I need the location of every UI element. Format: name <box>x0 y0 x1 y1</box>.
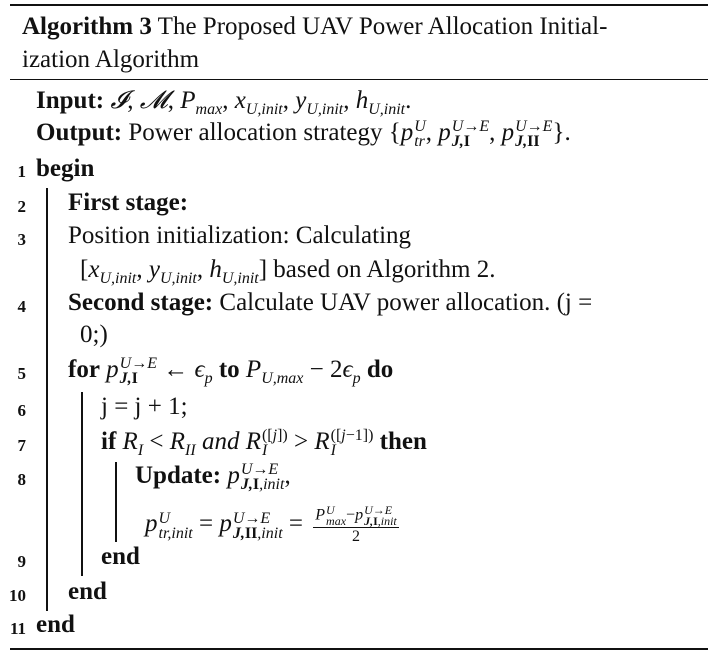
end-if-keyword: end <box>101 543 140 570</box>
line-number: 7 <box>17 436 26 455</box>
fraction: P U max −p U→E J,I,init 2 <box>315 503 397 545</box>
second-stage-label: Second stage: <box>68 289 214 316</box>
second-stage-line <box>68 288 592 318</box>
second-stage-text: Calculate UAV power allocation. (j = <box>219 289 593 316</box>
for-block-bar <box>81 392 83 576</box>
and-text: and <box>201 428 240 455</box>
line-number: 2 <box>17 197 26 216</box>
position-init-text: Position initialization: Calculating <box>68 222 412 249</box>
line-number: 5 <box>17 364 26 383</box>
algorithm-label: Algorithm 3 <box>22 13 152 40</box>
position-init-continued: [$x_{U,init}$, $y_{U,init}$, $h_{U,init}$] based on Algorithm 2. <box>80 256 496 287</box>
if-keyword: if <box>101 428 117 455</box>
update-equation: p U tr,init = p U→E J,II,init = P U max −p U→E J,I,init 2 <box>145 503 397 545</box>
end-for-keyword: end <box>68 578 107 605</box>
line-number: 4 <box>17 297 26 316</box>
bottom-rule <box>10 648 708 650</box>
to-keyword: to <box>218 356 240 383</box>
line-number: 3 <box>17 230 26 249</box>
top-rule <box>10 4 708 6</box>
input-label: Input: <box>36 87 105 114</box>
for-line: for p U→E J,I ← $\epsilon_p$ to $P_{U,max} - 2\epsilon_p$ do <box>68 355 394 388</box>
algorithm-title-continued: ization Algorithm <box>22 46 200 73</box>
first-stage-label: First stage: <box>68 189 189 216</box>
line-number: 10 <box>9 586 26 605</box>
do-keyword: do <box>366 356 394 383</box>
line-number: 1 <box>17 162 26 181</box>
output-line: Output: Power allocation strategy {p U tr , p U→E J,I , p U→E J,II }. <box>36 118 571 151</box>
begin-keyword: begin <box>36 155 95 182</box>
begin-block-bar <box>46 188 48 611</box>
input-line: Input: 𝓘, 𝓜, $P_{max}$, $x_{U,init}$, $y_{U,init}$, $h_{U,init}$. <box>36 87 412 118</box>
increment-statement: j = j + 1; <box>101 393 188 420</box>
line-number: 11 <box>9 619 26 638</box>
then-keyword: then <box>379 428 427 455</box>
line-number: 6 <box>17 401 26 420</box>
second-stage-continued: 0;) <box>80 321 108 348</box>
end-begin-keyword: end <box>36 611 75 638</box>
if-line: if $R_I < R_{II}$ and R ([j]) I > R ([j−1]) I then <box>101 427 427 460</box>
update-keyword: Update: <box>135 462 222 489</box>
output-label: Output: <box>36 119 123 146</box>
output-text: Power allocation strategy <box>128 119 383 146</box>
line-number: 8 <box>17 470 26 489</box>
update-line: Update: p U→E J,I,init , <box>135 461 291 494</box>
if-block-bar <box>115 462 117 542</box>
for-keyword: for <box>68 356 100 383</box>
line-number: 9 <box>17 552 26 571</box>
based-on-text: based on Algorithm 2. <box>273 256 496 283</box>
header-rule <box>10 79 708 80</box>
algorithm-title <box>22 12 607 42</box>
algorithm-title-text: The Proposed UAV Power Allocation Initial- <box>157 13 608 40</box>
